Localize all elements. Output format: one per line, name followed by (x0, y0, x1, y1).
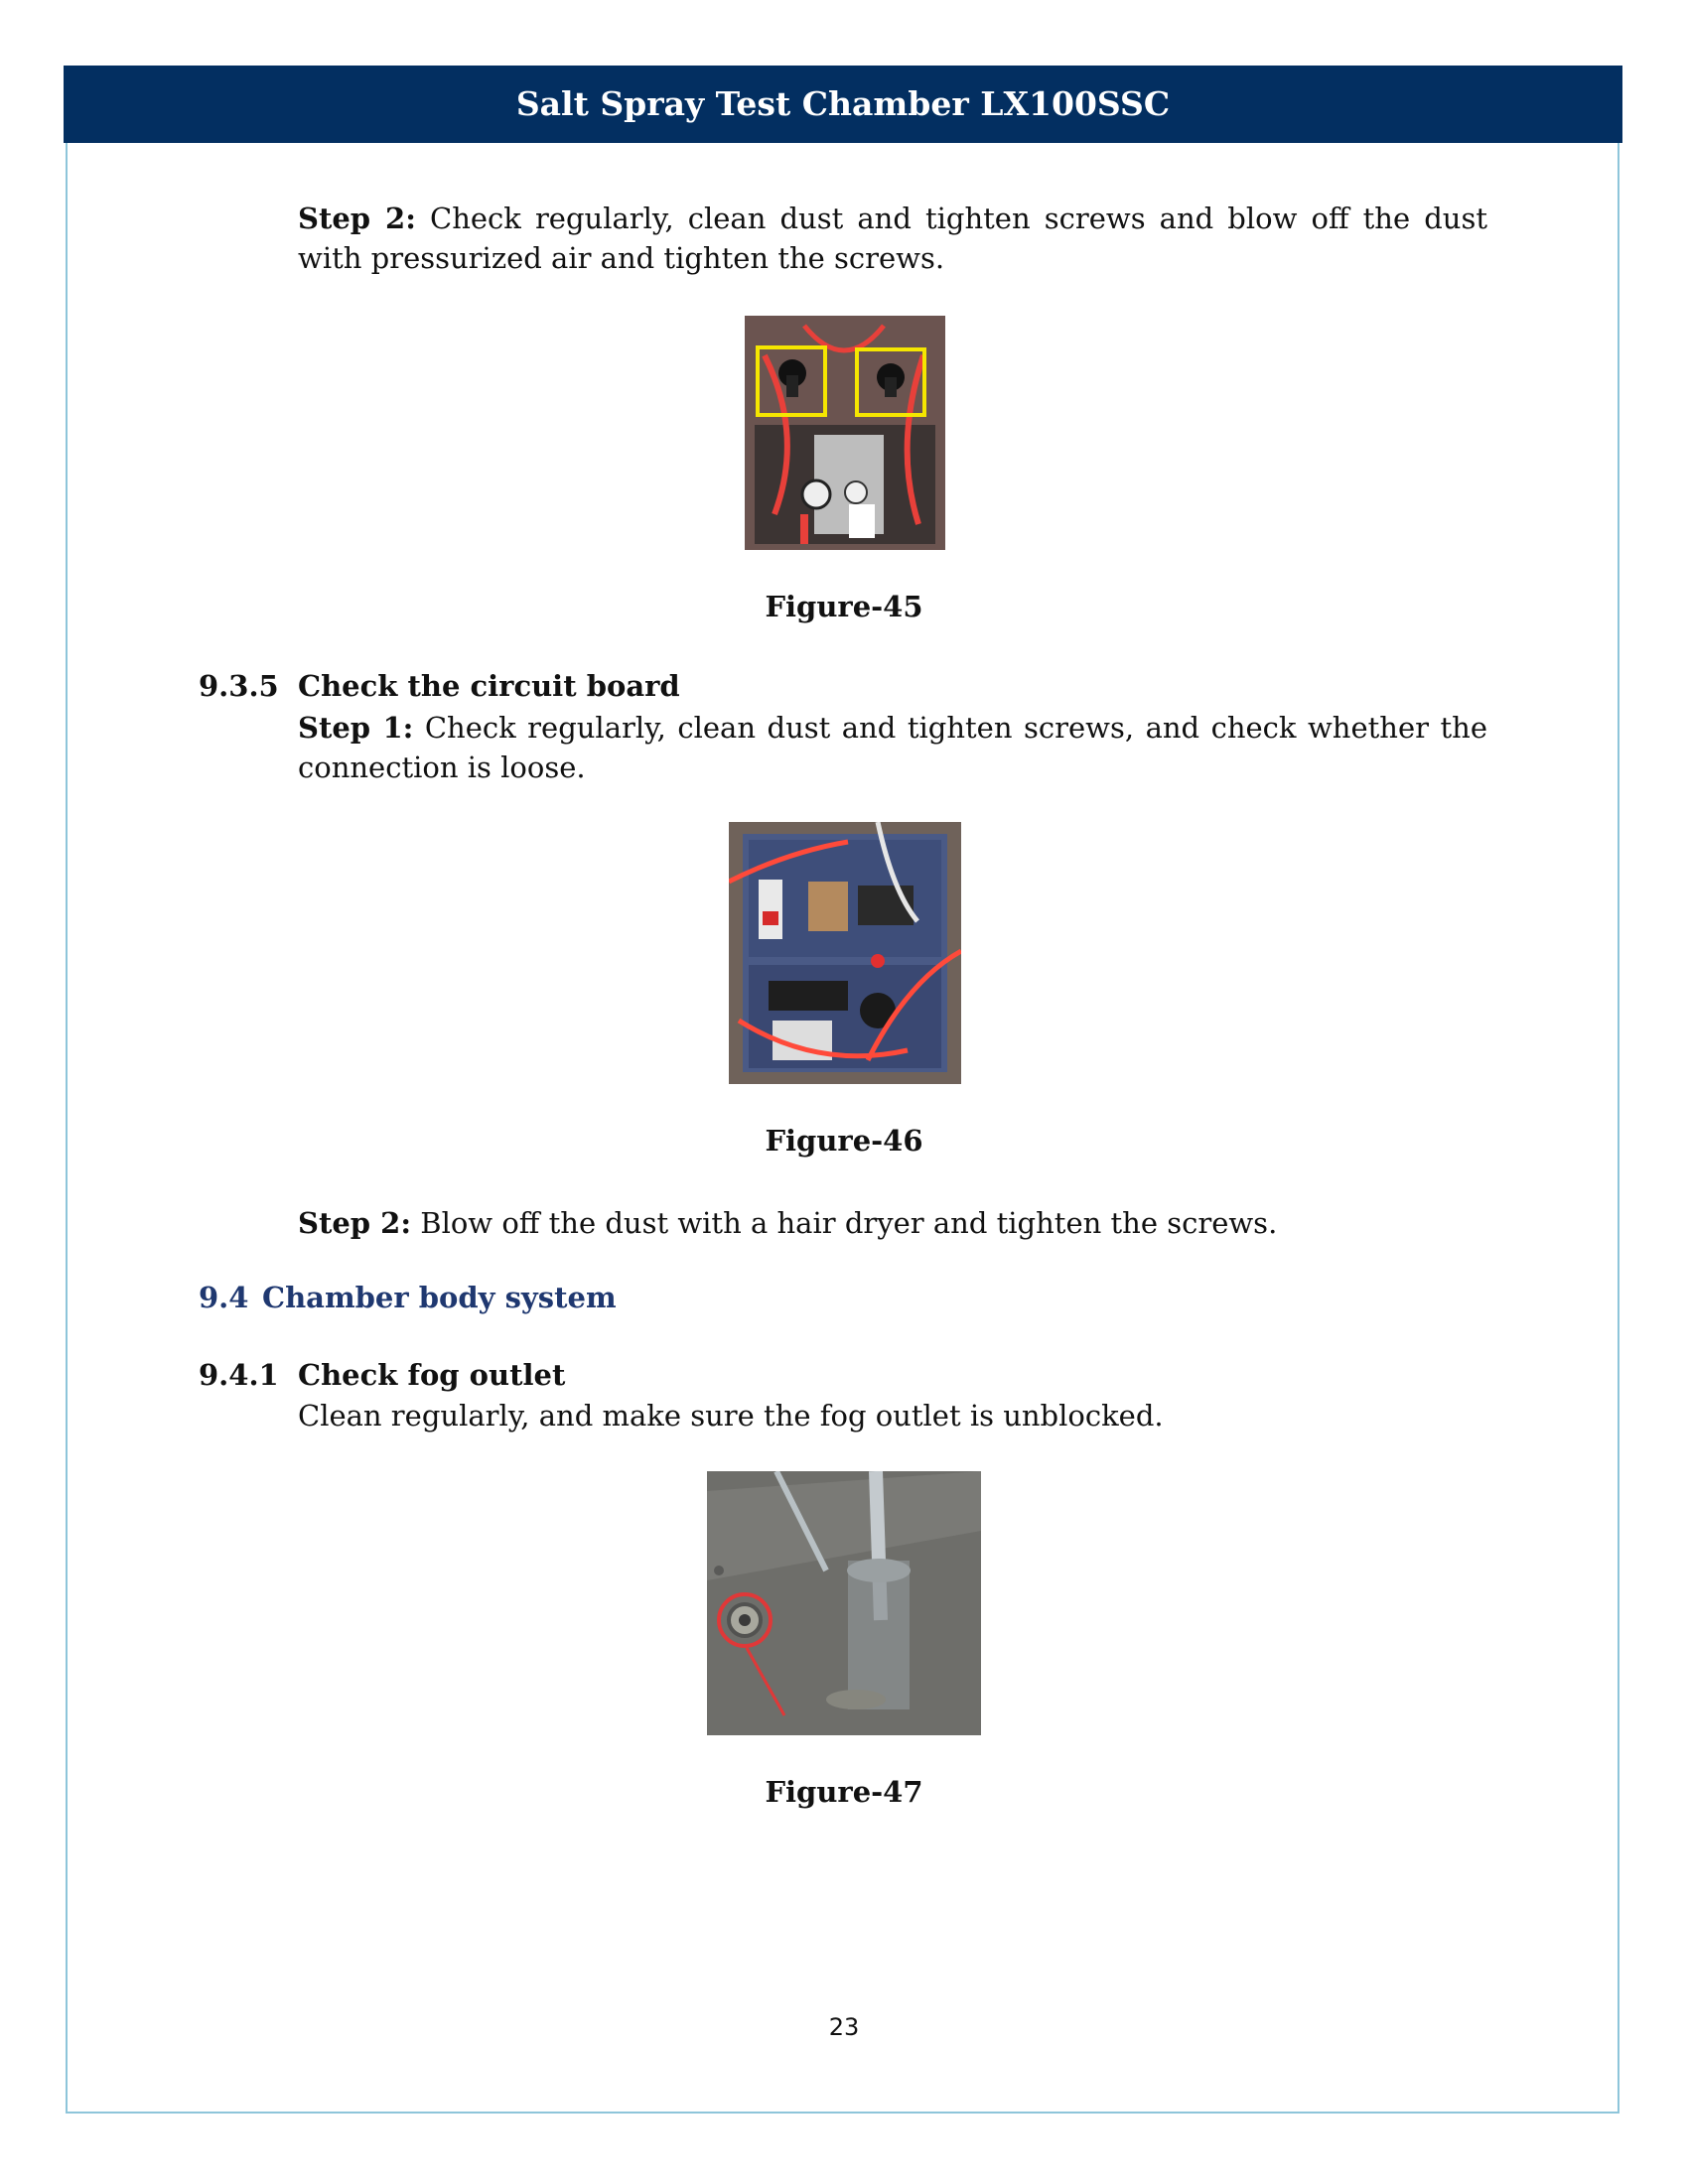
fog-outlet-photo-icon (707, 1471, 981, 1735)
figure-47-caption: Figure-47 (765, 1775, 923, 1809)
section-941-paragraph: Clean regularly, and make sure the fog outlet is unblocked. (298, 1399, 1164, 1433)
figure-46-caption: Figure-46 (765, 1124, 923, 1158)
step2-label: Step 2: (298, 202, 416, 235)
section-941-title: Check fog outlet (298, 1358, 566, 1392)
document-title: Salt Spray Test Chamber LX100SSC (515, 84, 1171, 123)
step2b-paragraph (298, 1203, 1487, 1243)
step2-paragraph (298, 199, 1487, 278)
step2b-text: Blow off the dust with a hair dryer and tighten the screws. (411, 1206, 1278, 1240)
page-number: 23 (828, 2013, 860, 2041)
figure-46-image (729, 822, 961, 1084)
section-935-step1-text: Check regularly, clean dust and tighten screws, and check whether the connection is loose. (298, 711, 1487, 784)
section-941-heading (199, 1358, 565, 1392)
pneumatic-regulator-photo-icon (745, 316, 945, 550)
step2b-label: Step 2: (298, 1206, 412, 1240)
figure-45-image (745, 316, 945, 550)
figure-47-image (707, 1471, 981, 1735)
step2-text: Check regularly, clean dust and tighten screws and blow off the dust with pressurized air and tighten the screws. (298, 202, 1487, 275)
section-94-heading (199, 1281, 617, 1314)
section-94-number: 9.4 (199, 1281, 249, 1314)
section-94-title: Chamber body system (262, 1281, 617, 1314)
circuit-board-photo-icon (729, 822, 961, 1084)
section-935-step1-paragraph (298, 708, 1487, 787)
section-935-heading (199, 669, 680, 703)
section-935-title: Check the circuit board (298, 669, 680, 703)
figure-45-caption: Figure-45 (765, 590, 923, 623)
section-935-step1-label: Step 1: (298, 711, 414, 745)
document-header (64, 66, 1622, 143)
section-935-number: 9.3.5 (199, 669, 279, 703)
section-941-number: 9.4.1 (199, 1358, 279, 1392)
